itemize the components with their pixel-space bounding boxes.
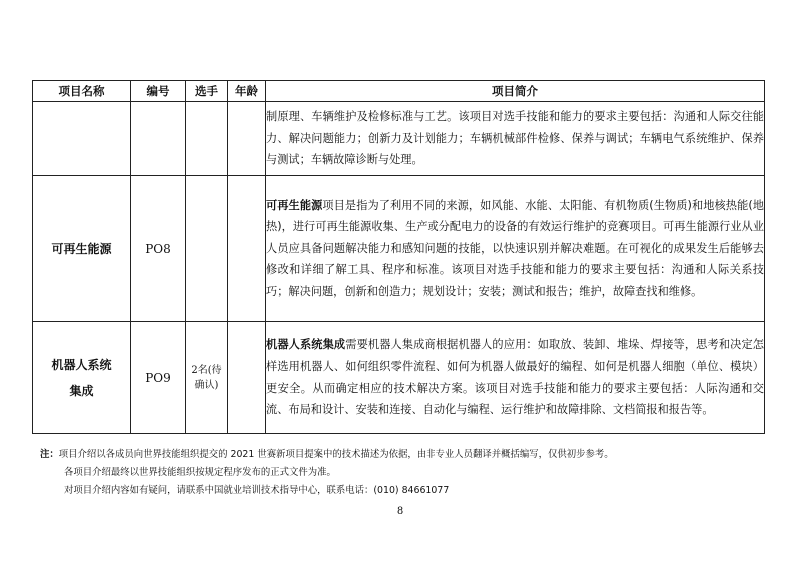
row-0-age xyxy=(228,102,266,176)
row-2-desc-bold: 机器人系统集成 xyxy=(266,338,346,352)
row-2-age xyxy=(228,322,266,434)
row-2-description xyxy=(266,322,765,434)
row-2-code: PO9 xyxy=(131,322,186,434)
header-description: 项目简介 xyxy=(266,81,765,102)
footnote-line-3: 对项目介绍内容如有疑问，请联系中国就业培训技术指导中心，联系电话：(010) 84661077 xyxy=(64,485,450,496)
footnotes xyxy=(40,446,770,500)
row-2-players-line1: 2名(待 xyxy=(191,364,222,376)
page-number: 8 xyxy=(396,506,404,517)
footnote-line-1 xyxy=(40,446,770,464)
table-row xyxy=(33,176,765,322)
row-1-players xyxy=(186,176,228,322)
row-2-name xyxy=(33,322,131,434)
row-2-players-line2: 确认) xyxy=(194,379,219,391)
header-players: 选手 xyxy=(186,81,228,102)
row-2-players xyxy=(186,322,228,434)
footnote-label: 注： xyxy=(40,449,59,460)
header-code: 编号 xyxy=(131,81,186,102)
footnote-text-1: 项目介绍以各成员向世界技能组织提交的 2021 世赛新项目提案中的技术描述为依据，由非专业人员翻译并概括编写，仅供初步参考。 xyxy=(58,449,614,460)
row-0-players xyxy=(186,102,228,176)
row-0-desc-text: 制原理、车辆维护及检修标准与工艺。该项目对选手技能和能力的要求主要包括：沟通和人际交往能力、解决问题能力；创新力及计划能力；车辆机械部件检修、保养与调试；车辆电气系统维护、保养与测试；车辆故障诊断与处理。 xyxy=(266,110,764,167)
row-1-desc-bold: 可再生能源 xyxy=(266,198,323,212)
row-1-age xyxy=(228,176,266,322)
row-1-code: PO8 xyxy=(131,176,186,322)
row-1-desc-text: 项目是指为了利用不同的来源，如风能、水能、太阳能、有机物质(生物质)和地核热能(地热)，进行可再生能源收集、生产或分配电力的设备的有效运行维护的竞赛项目。可再生能源行业从业人员应具备问题解决能力和感知问题的技能，以快速识别并解决难题。在可视化的成果发生后能够去修改和详细了解工具、程序和标准。该项目对选手技能和能力的要求主要包括：沟通和人际关系技巧；解决问题，创新和创造力；规划设计；安装；测试和报告；维护，故障查找和维修。 xyxy=(266,198,764,298)
footnote-line-2: 各项目介绍最终以世界技能组织按规定程序发布的正式文件为准。 xyxy=(64,467,336,478)
table-header-row xyxy=(33,81,765,102)
row-0-description xyxy=(266,102,765,176)
row-1-description xyxy=(266,176,765,322)
header-age: 年龄 xyxy=(228,81,266,102)
table-row xyxy=(33,322,765,434)
row-2-desc-text: 需要机器人集成商根据机器人的应用：如取放、装卸、堆垛、焊接等，思考和决定怎样选用机器人、如何组织零件流程、如何为机器人做最好的编程、如何是机器人细胞（单位、模块）更安全。从而确定相应的技术解决方案。该项目对选手技能和能力的要求主要包括：人际沟通和交流、布局和设计、安装和连接、自动化与编程、运行维护和故障排除、文档简报和报告等。 xyxy=(266,338,764,417)
project-table xyxy=(32,80,765,434)
row-1-name: 可再生能源 xyxy=(33,176,131,322)
row-0-name xyxy=(33,102,131,176)
row-0-code xyxy=(131,102,186,176)
row-2-name-line2: 集成 xyxy=(69,383,94,398)
table-row xyxy=(33,102,765,176)
row-2-name-line1: 机器人系统 xyxy=(51,357,112,372)
header-project-name: 项目名称 xyxy=(33,81,131,102)
